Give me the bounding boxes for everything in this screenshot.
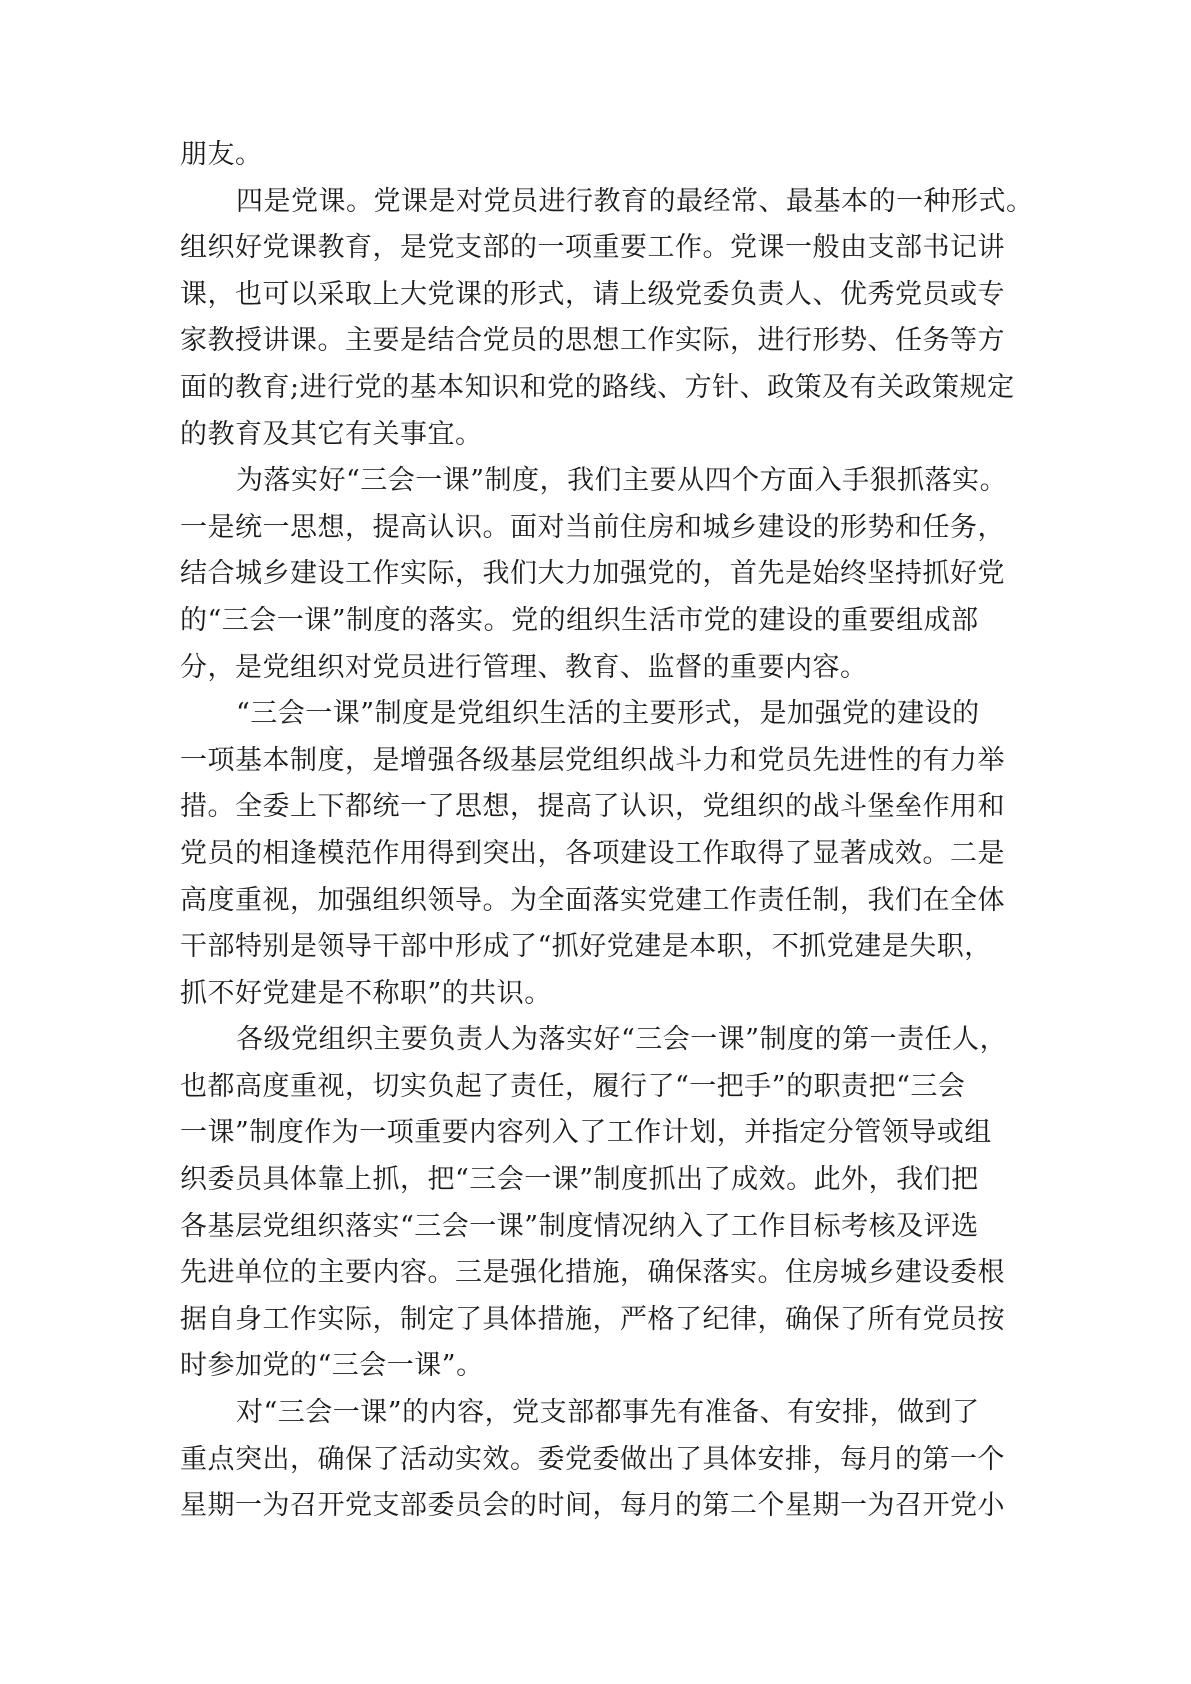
text-line: “三会一课”制度是党组织生活的主要形式，是加强党的建设的 bbox=[236, 698, 980, 730]
text-line: 朋友。 bbox=[180, 139, 263, 170]
text-line: 面的教育;进行党的基本知识和党的路线、方针、政策及有关政策规定 bbox=[180, 371, 1015, 403]
text-line: 为落实好“三会一课”制度，我们主要从四个方面入手狠抓落实。 bbox=[236, 465, 1008, 497]
text-line: 一是统一思想，提高认识。面对当前住房和城乡建设的形势和任务， bbox=[180, 511, 1005, 543]
text-line: 星期一为召开党支部委员会的时间，每月的第二个星期一为召开党小 bbox=[180, 1490, 1005, 1522]
text-line: 四是党课。党课是对党员进行教育的最经常、最基本的一种形式。 bbox=[236, 185, 1034, 217]
text-line: 抓不好党建是不称职”的共识。 bbox=[180, 977, 552, 1009]
text-line: 对“三会一课”的内容，党支部都事先有准备、有安排，做到了 bbox=[236, 1397, 980, 1429]
text-line: 结合城乡建设工作实际，我们大力加强党的，首先是始终坚持抓好党 bbox=[180, 558, 1005, 590]
text-line: 家教授讲课。主要是结合党员的思想工作实际，进行形势、任务等方 bbox=[180, 325, 1005, 357]
text-line: 据自身工作实际，制定了具体措施，严格了纪律，确保了所有党员按 bbox=[180, 1303, 1005, 1335]
text-line: 一项基本制度，是增强各级基层党组织战斗力和党员先进性的有力举 bbox=[180, 744, 1005, 776]
text-line: 织委员具体靠上抓，把“三会一课”制度抓出了成效。此外，我们把 bbox=[180, 1164, 979, 1196]
text-line: 课，也可以采取上大党课的形式，请上级党委负责人、优秀党员或专 bbox=[180, 278, 1005, 310]
text-line: 组织好党课教育，是党支部的一项重要工作。党课一般由支部书记讲 bbox=[180, 232, 1005, 264]
text-line: 干部特别是领导干部中形成了“抓好党建是本职，不抓党建是失职， bbox=[180, 931, 992, 963]
text-line: 党员的相逢模范作用得到突出，各项建设工作取得了显著成效。二是 bbox=[180, 837, 1005, 869]
text-line: 分，是党组织对党员进行管理、教育、监督的重要内容。 bbox=[180, 651, 868, 683]
text-line: 重点突出，确保了活动实效。委党委做出了具体安排，每月的第一个 bbox=[180, 1443, 1005, 1475]
text-line: 措。全委上下都统一了思想，提高了认识，党组织的战斗堡垒作用和 bbox=[180, 791, 1005, 823]
text-line: 先进单位的主要内容。三是强化措施，确保落实。住房城乡建设委根 bbox=[180, 1257, 1005, 1289]
text-line: 各基层党组织落实“三会一课”制度情况纳入了工作目标考核及评选 bbox=[180, 1210, 979, 1242]
text-line: 的“三会一课”制度的落实。党的组织生活市党的建设的重要组成部 bbox=[180, 604, 979, 636]
text-line: 高度重视，加强组织领导。为全面落实党建工作责任制，我们在全体 bbox=[180, 884, 1005, 916]
text-line: 也都高度重视，切实负起了责任，履行了“一把手”的职责把“三会 bbox=[180, 1070, 966, 1102]
text-line: 各级党组织主要负责人为落实好“三会一课”制度的第一责任人， bbox=[236, 1024, 1008, 1056]
text-line: 的教育及其它有关事宜。 bbox=[180, 418, 483, 450]
text-line: 时参加党的“三会一课”。 bbox=[180, 1350, 484, 1382]
text-line: 一课”制度作为一项重要内容列入了工作计划，并指定分管领导或组 bbox=[180, 1117, 992, 1149]
document-body bbox=[180, 132, 1034, 1530]
